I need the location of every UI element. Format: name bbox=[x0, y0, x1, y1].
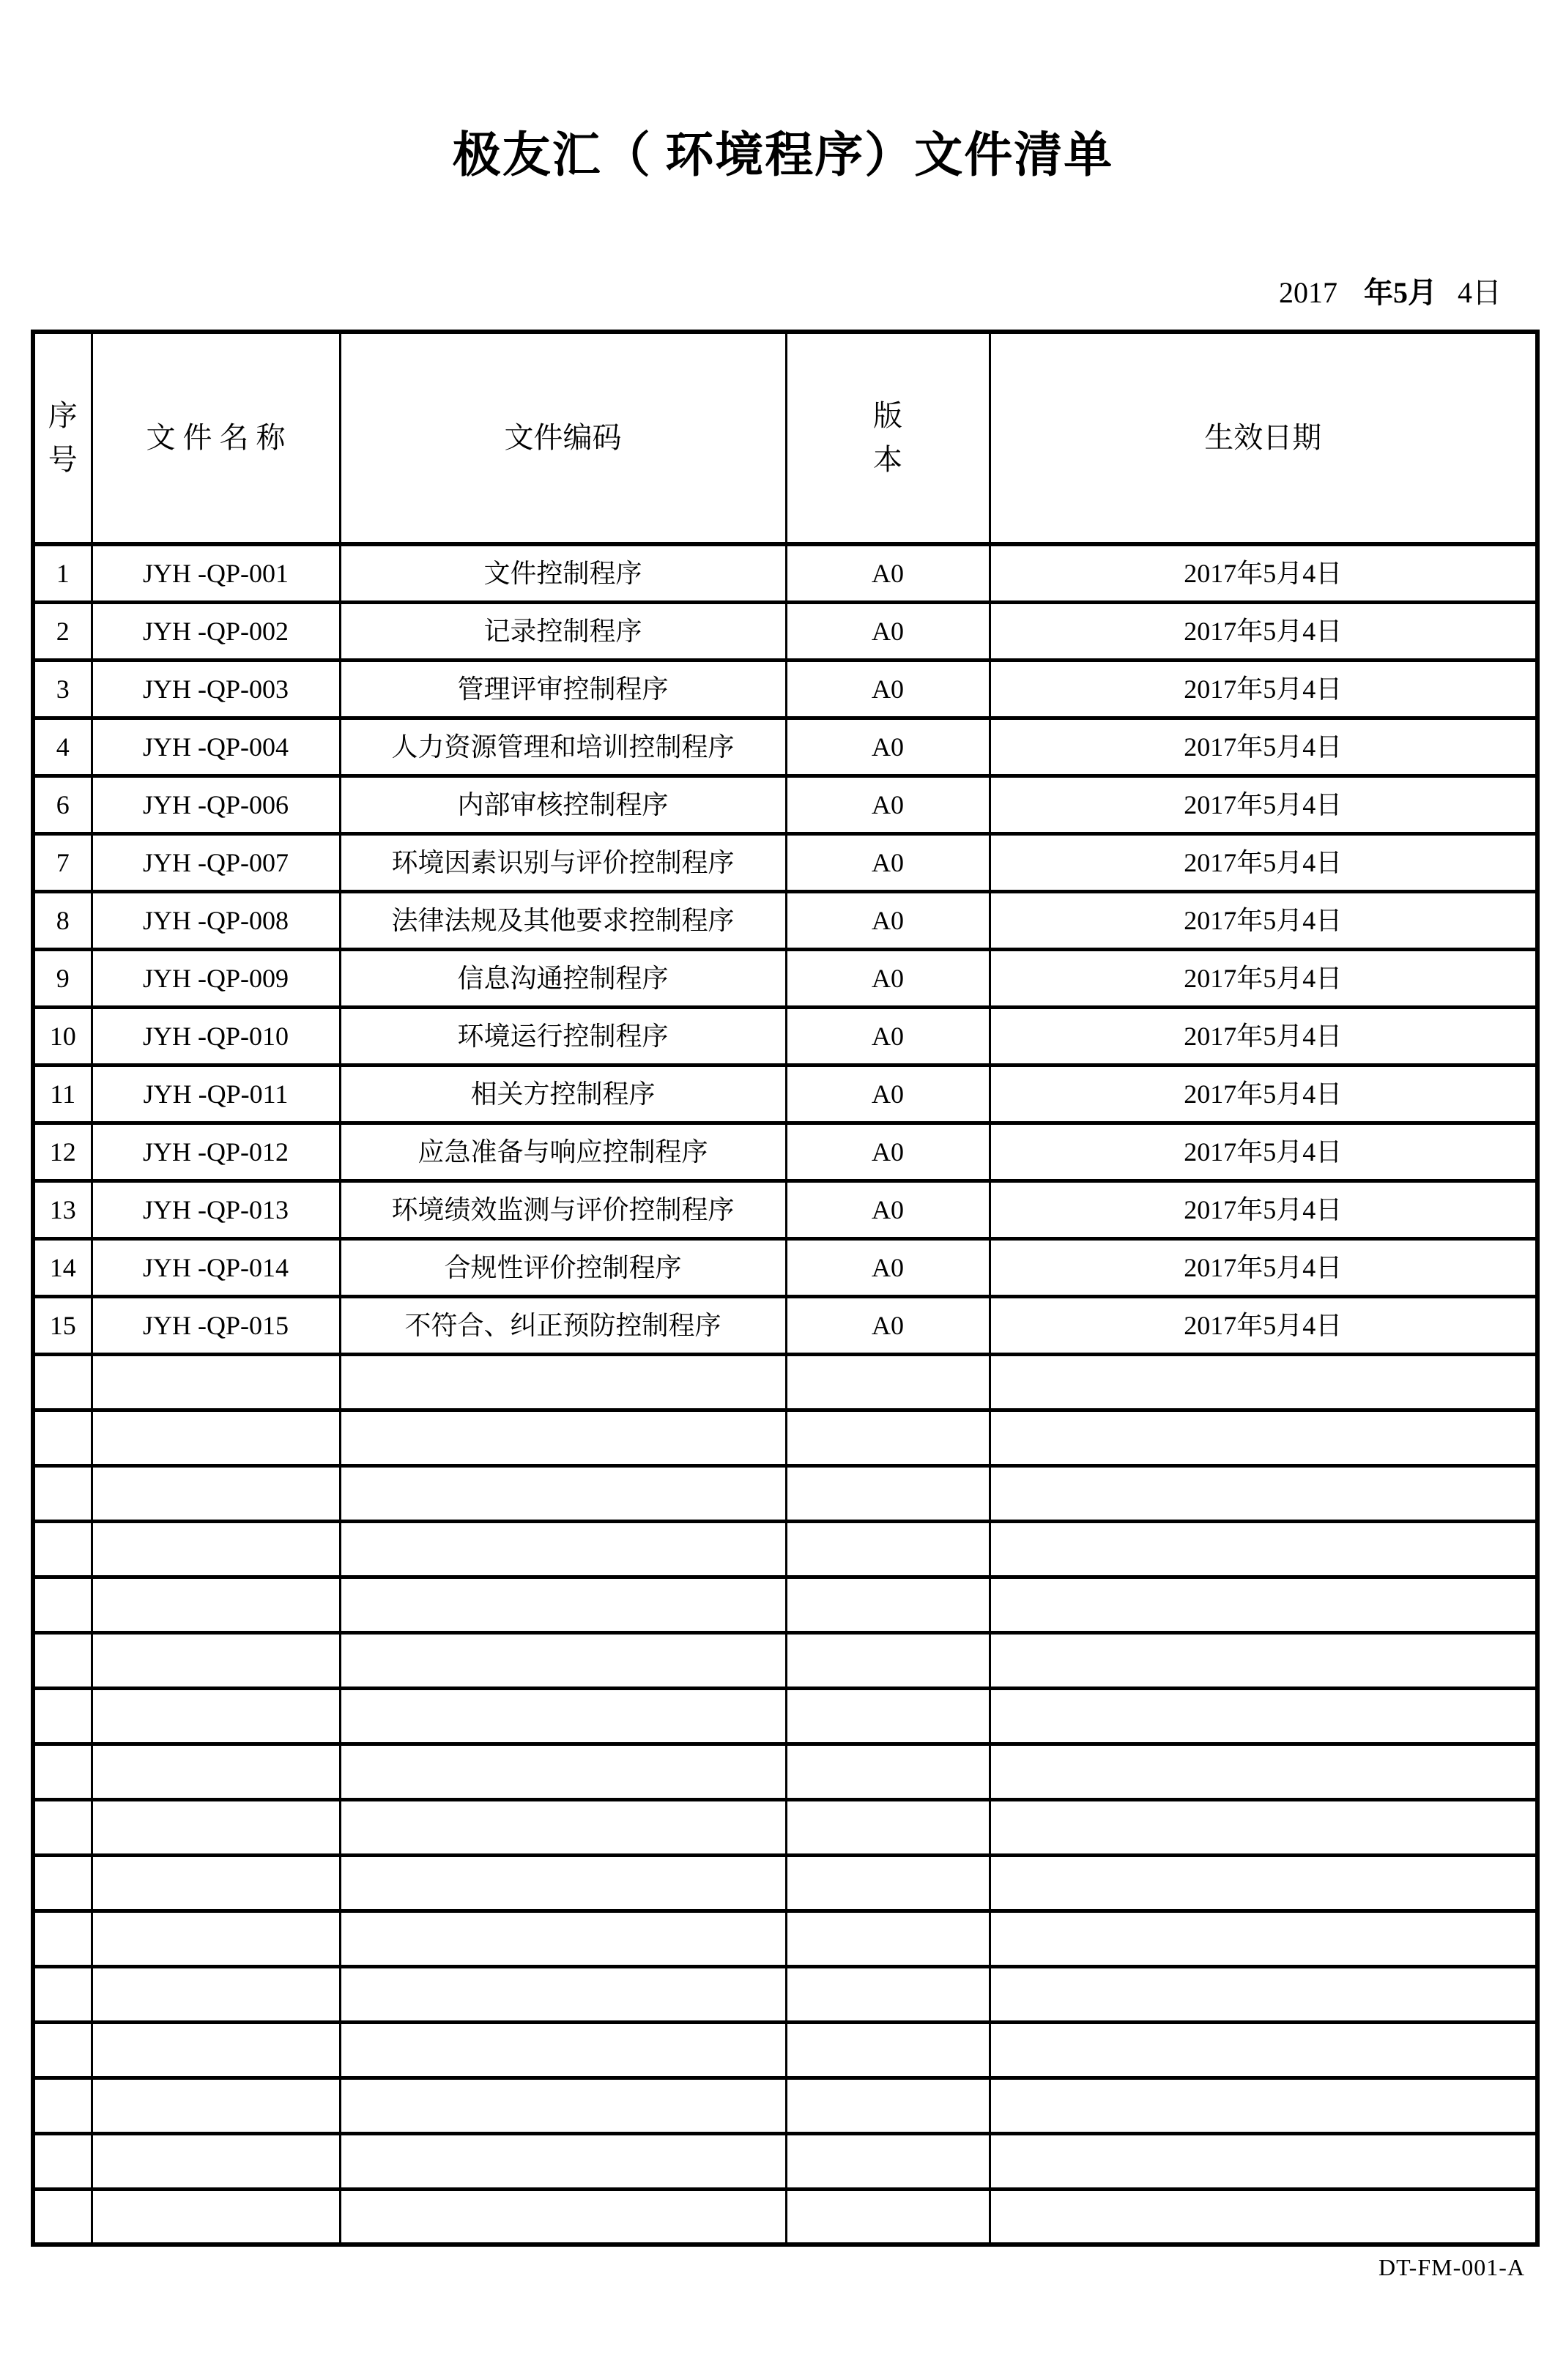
empty-cell bbox=[33, 1632, 92, 1688]
empty-cell bbox=[33, 1521, 92, 1577]
empty-cell bbox=[33, 1744, 92, 1799]
empty-cell bbox=[33, 2133, 92, 2189]
empty-table-row bbox=[33, 1855, 1537, 1911]
empty-cell bbox=[33, 2078, 92, 2133]
cell-effective-date: 2017年5月4日 bbox=[990, 660, 1537, 718]
empty-cell bbox=[786, 1688, 990, 1744]
table-row bbox=[33, 776, 1537, 833]
empty-cell bbox=[786, 1410, 990, 1465]
empty-cell bbox=[786, 1632, 990, 1688]
empty-cell bbox=[990, 1911, 1537, 1966]
empty-cell bbox=[92, 1855, 340, 1911]
cell-file-code: 管理评审控制程序 bbox=[340, 660, 786, 718]
empty-cell bbox=[340, 1521, 786, 1577]
empty-cell bbox=[340, 1465, 786, 1521]
cell-file-name: JYH -QP-014 bbox=[92, 1238, 340, 1296]
table-row bbox=[33, 718, 1537, 776]
cell-effective-date: 2017年5月4日 bbox=[990, 1180, 1537, 1238]
date-day: 4日 bbox=[1458, 276, 1502, 309]
table-row bbox=[33, 660, 1537, 718]
table-row bbox=[33, 1007, 1537, 1065]
header-effective-date bbox=[990, 332, 1537, 544]
empty-cell bbox=[33, 1799, 92, 1855]
table-row bbox=[33, 949, 1537, 1007]
empty-cell bbox=[990, 1354, 1537, 1410]
empty-cell bbox=[340, 2078, 786, 2133]
empty-cell bbox=[92, 1966, 340, 2022]
cell-effective-date: 2017年5月4日 bbox=[990, 1296, 1537, 1354]
cell-serial-number: 15 bbox=[33, 1296, 92, 1354]
cell-file-name: JYH -QP-002 bbox=[92, 602, 340, 660]
date-year: 2017 bbox=[1279, 276, 1337, 309]
header-effective-date-label: 生效日期 bbox=[1204, 421, 1322, 454]
cell-effective-date: 2017年5月4日 bbox=[990, 891, 1537, 949]
cell-file-name: JYH -QP-015 bbox=[92, 1296, 340, 1354]
cell-effective-date: 2017年5月4日 bbox=[990, 1007, 1537, 1065]
cell-version: A0 bbox=[786, 1123, 990, 1180]
empty-cell bbox=[786, 1465, 990, 1521]
empty-cell bbox=[340, 1632, 786, 1688]
empty-cell bbox=[340, 1577, 786, 1632]
table-row bbox=[33, 544, 1537, 602]
cell-file-name: JYH -QP-008 bbox=[92, 891, 340, 949]
cell-file-code: 环境运行控制程序 bbox=[340, 1007, 786, 1065]
cell-serial-number: 3 bbox=[33, 660, 92, 718]
empty-cell bbox=[92, 1632, 340, 1688]
empty-table-row bbox=[33, 1744, 1537, 1799]
header-file-code-label: 文件编码 bbox=[504, 421, 622, 454]
cell-file-code: 内部审核控制程序 bbox=[340, 776, 786, 833]
cell-file-code: 环境因素识别与评价控制程序 bbox=[340, 833, 786, 891]
header-file-name-label: 文 件 名 称 bbox=[146, 421, 286, 454]
table-row bbox=[33, 1296, 1537, 1354]
empty-cell bbox=[92, 1688, 340, 1744]
document-list-table bbox=[31, 330, 1540, 2247]
empty-cell bbox=[92, 1911, 340, 1966]
cell-serial-number: 1 bbox=[33, 544, 92, 602]
empty-table-row bbox=[33, 1911, 1537, 1966]
cell-serial-number: 4 bbox=[33, 718, 92, 776]
cell-effective-date: 2017年5月4日 bbox=[990, 1065, 1537, 1123]
cell-version: A0 bbox=[786, 1007, 990, 1065]
empty-cell bbox=[340, 1410, 786, 1465]
cell-effective-date: 2017年5月4日 bbox=[990, 833, 1537, 891]
cell-serial-number: 7 bbox=[33, 833, 92, 891]
empty-table-row bbox=[33, 2133, 1537, 2189]
empty-cell bbox=[92, 1354, 340, 1410]
header-version bbox=[786, 332, 990, 544]
cell-file-name: JYH -QP-012 bbox=[92, 1123, 340, 1180]
empty-table-row bbox=[33, 2189, 1537, 2245]
cell-file-name: JYH -QP-009 bbox=[92, 949, 340, 1007]
cell-file-code: 相关方控制程序 bbox=[340, 1065, 786, 1123]
cell-version: A0 bbox=[786, 833, 990, 891]
table-row bbox=[33, 833, 1537, 891]
cell-effective-date: 2017年5月4日 bbox=[990, 718, 1537, 776]
empty-cell bbox=[990, 1577, 1537, 1632]
cell-version: A0 bbox=[786, 1065, 990, 1123]
empty-cell bbox=[786, 1744, 990, 1799]
cell-version: A0 bbox=[786, 544, 990, 602]
header-file-code bbox=[340, 332, 786, 544]
empty-table-row bbox=[33, 1688, 1537, 1744]
cell-version: A0 bbox=[786, 1296, 990, 1354]
empty-cell bbox=[340, 1966, 786, 2022]
empty-cell bbox=[92, 2078, 340, 2133]
table-row bbox=[33, 1065, 1537, 1123]
empty-cell bbox=[340, 2133, 786, 2189]
empty-table-row bbox=[33, 2022, 1537, 2078]
header-serial-number-label: 序号 bbox=[48, 399, 78, 476]
cell-serial-number: 6 bbox=[33, 776, 92, 833]
empty-cell bbox=[92, 1410, 340, 1465]
empty-cell bbox=[786, 1577, 990, 1632]
empty-cell bbox=[340, 2189, 786, 2245]
date-line bbox=[1279, 278, 1502, 308]
empty-cell bbox=[990, 2078, 1537, 2133]
empty-cell bbox=[990, 2133, 1537, 2189]
cell-serial-number: 14 bbox=[33, 1238, 92, 1296]
cell-file-code: 文件控制程序 bbox=[340, 544, 786, 602]
empty-cell bbox=[92, 1521, 340, 1577]
empty-cell bbox=[33, 1465, 92, 1521]
table-row bbox=[33, 1123, 1537, 1180]
empty-cell bbox=[990, 1465, 1537, 1521]
empty-table-row bbox=[33, 1465, 1537, 1521]
header-serial-number bbox=[33, 332, 92, 544]
cell-file-name: JYH -QP-011 bbox=[92, 1065, 340, 1123]
empty-cell bbox=[990, 1521, 1537, 1577]
cell-file-code: 环境绩效监测与评价控制程序 bbox=[340, 1180, 786, 1238]
empty-cell bbox=[786, 1966, 990, 2022]
cell-file-name: JYH -QP-013 bbox=[92, 1180, 340, 1238]
table-body bbox=[33, 544, 1537, 2245]
table-row bbox=[33, 891, 1537, 949]
cell-effective-date: 2017年5月4日 bbox=[990, 949, 1537, 1007]
cell-file-code: 人力资源管理和培训控制程序 bbox=[340, 718, 786, 776]
cell-file-code: 不符合、纠正预防控制程序 bbox=[340, 1296, 786, 1354]
cell-effective-date: 2017年5月4日 bbox=[990, 602, 1537, 660]
empty-table-row bbox=[33, 1966, 1537, 2022]
cell-effective-date: 2017年5月4日 bbox=[990, 1123, 1537, 1180]
cell-file-code: 应急准备与响应控制程序 bbox=[340, 1123, 786, 1180]
empty-table-row bbox=[33, 1521, 1537, 1577]
cell-serial-number: 11 bbox=[33, 1065, 92, 1123]
cell-version: A0 bbox=[786, 1180, 990, 1238]
empty-cell bbox=[92, 2022, 340, 2078]
empty-cell bbox=[990, 1632, 1537, 1688]
cell-version: A0 bbox=[786, 718, 990, 776]
cell-serial-number: 12 bbox=[33, 1123, 92, 1180]
empty-cell bbox=[92, 1465, 340, 1521]
empty-cell bbox=[990, 1688, 1537, 1744]
cell-version: A0 bbox=[786, 1238, 990, 1296]
empty-cell bbox=[990, 2189, 1537, 2245]
empty-cell bbox=[990, 1799, 1537, 1855]
empty-table-row bbox=[33, 1632, 1537, 1688]
empty-cell bbox=[786, 1354, 990, 1410]
cell-serial-number: 9 bbox=[33, 949, 92, 1007]
empty-table-row bbox=[33, 1799, 1537, 1855]
empty-cell bbox=[92, 1744, 340, 1799]
empty-cell bbox=[786, 2078, 990, 2133]
empty-cell bbox=[33, 1855, 92, 1911]
empty-cell bbox=[33, 2189, 92, 2245]
empty-cell bbox=[340, 1911, 786, 1966]
cell-file-name: JYH -QP-003 bbox=[92, 660, 340, 718]
empty-cell bbox=[786, 1855, 990, 1911]
cell-version: A0 bbox=[786, 660, 990, 718]
empty-cell bbox=[33, 1354, 92, 1410]
empty-table-row bbox=[33, 1577, 1537, 1632]
cell-version: A0 bbox=[786, 891, 990, 949]
empty-cell bbox=[33, 1688, 92, 1744]
cell-effective-date: 2017年5月4日 bbox=[990, 776, 1537, 833]
cell-file-code: 记录控制程序 bbox=[340, 602, 786, 660]
footer-form-code: DT-FM-001-A bbox=[1378, 2254, 1525, 2280]
empty-cell bbox=[340, 1688, 786, 1744]
header-version-label: 版本 bbox=[873, 399, 902, 476]
header-file-name bbox=[92, 332, 340, 544]
cell-effective-date: 2017年5月4日 bbox=[990, 544, 1537, 602]
empty-cell bbox=[340, 1799, 786, 1855]
empty-cell bbox=[340, 1855, 786, 1911]
cell-file-code: 信息沟通控制程序 bbox=[340, 949, 786, 1007]
cell-file-name: JYH -QP-010 bbox=[92, 1007, 340, 1065]
empty-cell bbox=[33, 1577, 92, 1632]
cell-effective-date: 2017年5月4日 bbox=[990, 1238, 1537, 1296]
cell-file-name: JYH -QP-004 bbox=[92, 718, 340, 776]
empty-cell bbox=[92, 2133, 340, 2189]
cell-file-code: 法律法规及其他要求控制程序 bbox=[340, 891, 786, 949]
empty-cell bbox=[33, 1911, 92, 1966]
page-title: 极友汇（ 环境程序）文件清单 bbox=[452, 129, 1114, 182]
cell-file-name: JYH -QP-007 bbox=[92, 833, 340, 891]
empty-cell bbox=[33, 1966, 92, 2022]
empty-table-row bbox=[33, 1354, 1537, 1410]
table-row bbox=[33, 1238, 1537, 1296]
cell-version: A0 bbox=[786, 602, 990, 660]
cell-version: A0 bbox=[786, 949, 990, 1007]
empty-cell bbox=[786, 2189, 990, 2245]
date-month: 年5月 bbox=[1364, 276, 1437, 309]
empty-cell bbox=[340, 1354, 786, 1410]
cell-file-code: 合规性评价控制程序 bbox=[340, 1238, 786, 1296]
cell-serial-number: 10 bbox=[33, 1007, 92, 1065]
empty-table-row bbox=[33, 2078, 1537, 2133]
empty-cell bbox=[340, 2022, 786, 2078]
empty-table-row bbox=[33, 1410, 1537, 1465]
cell-file-name: JYH -QP-001 bbox=[92, 544, 340, 602]
cell-serial-number: 8 bbox=[33, 891, 92, 949]
empty-cell bbox=[33, 2022, 92, 2078]
empty-cell bbox=[92, 2189, 340, 2245]
empty-cell bbox=[786, 1911, 990, 1966]
empty-cell bbox=[990, 1966, 1537, 2022]
table-row bbox=[33, 1180, 1537, 1238]
empty-cell bbox=[990, 1855, 1537, 1911]
empty-cell bbox=[786, 1521, 990, 1577]
empty-cell bbox=[990, 1744, 1537, 1799]
empty-cell bbox=[92, 1799, 340, 1855]
empty-cell bbox=[33, 1410, 92, 1465]
cell-serial-number: 13 bbox=[33, 1180, 92, 1238]
empty-cell bbox=[340, 1744, 786, 1799]
empty-cell bbox=[92, 1577, 340, 1632]
cell-serial-number: 2 bbox=[33, 602, 92, 660]
table-header-row bbox=[33, 332, 1537, 544]
table-row bbox=[33, 602, 1537, 660]
empty-cell bbox=[786, 2133, 990, 2189]
empty-cell bbox=[786, 1799, 990, 1855]
cell-version: A0 bbox=[786, 776, 990, 833]
empty-cell bbox=[786, 2022, 990, 2078]
cell-file-name: JYH -QP-006 bbox=[92, 776, 340, 833]
empty-cell bbox=[990, 1410, 1537, 1465]
empty-cell bbox=[990, 2022, 1537, 2078]
